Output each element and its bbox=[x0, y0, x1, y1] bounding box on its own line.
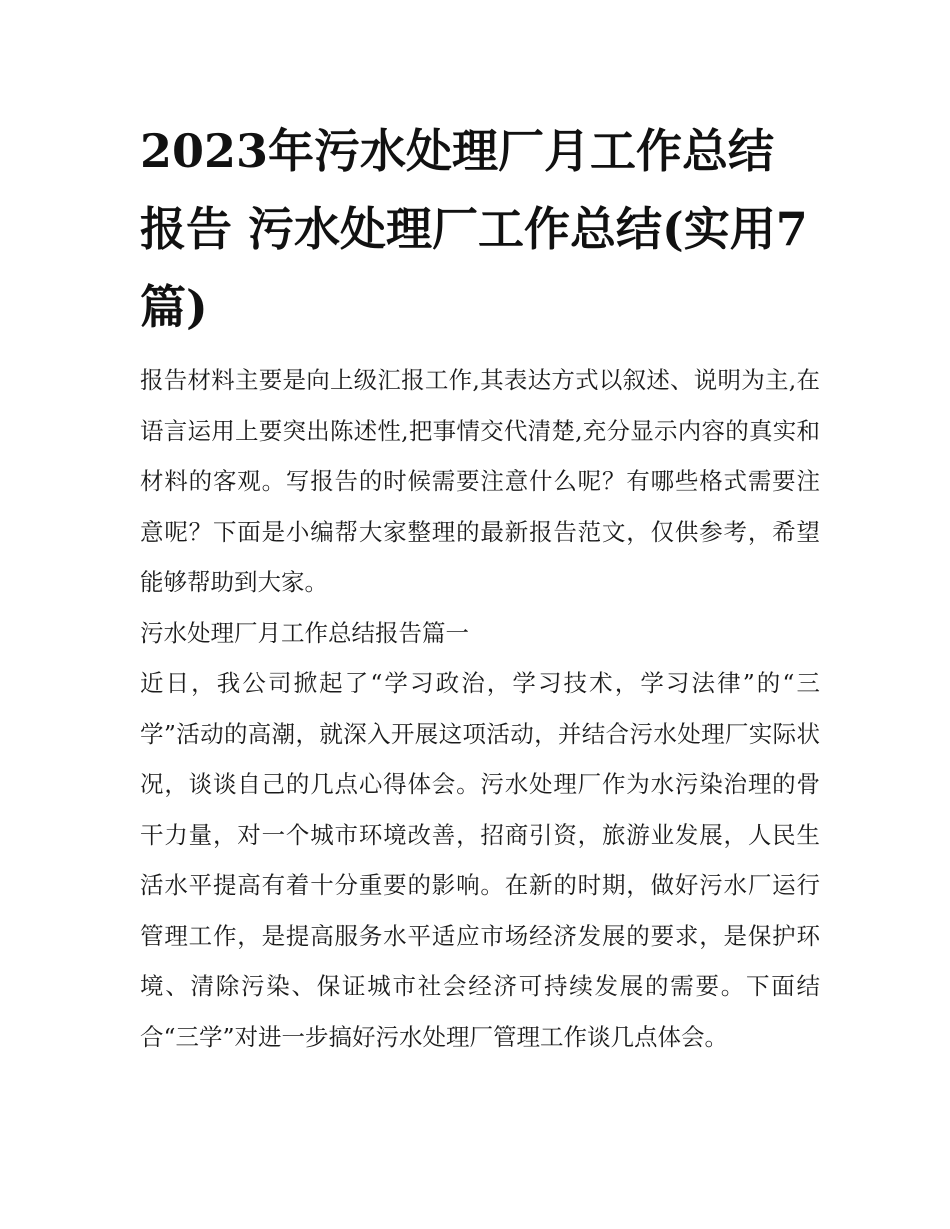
section-paragraph: 近日，我公司掀起了“学习政治，学习技术，学习法律”的“三学”活动的高潮，就深入开展这项活动，并结合污水处理厂实际状况，谈谈自己的几点心得体会。污水处理厂作为水污染治理的骨干力量，对一个城市环境改善，招商引资，旅游业发展，人民生活水平提高有着十分重要的影响。在新的时期，做好污水厂运行管理工作，是提高服务水平适应市场经济发展的要求，是保护环境、清除污染、保证城市社会经济可持续发展的需要。下面结合“三学”对进一步搞好污水处理厂管理工作谈几点体会。 bbox=[140, 669, 820, 1051]
intro-paragraph: 报告材料主要是向上级汇报工作,其表达方式以叙述、说明为主,在语言运用上要突出陈述性,把事情交代清楚,充分显示内容的真实和材料的客观。写报告的时候需要注意什么呢？有哪些格式需要注意呢？下面是小编帮大家整理的最新报告范文，仅供参考，希望能够帮助到大家。 bbox=[140, 366, 820, 596]
section-heading: 污水处理厂月工作总结报告篇一 bbox=[140, 619, 469, 647]
document-title: 2023年污水处理厂月工作总结报告 污水处理厂工作总结(实用7篇) bbox=[140, 124, 808, 334]
